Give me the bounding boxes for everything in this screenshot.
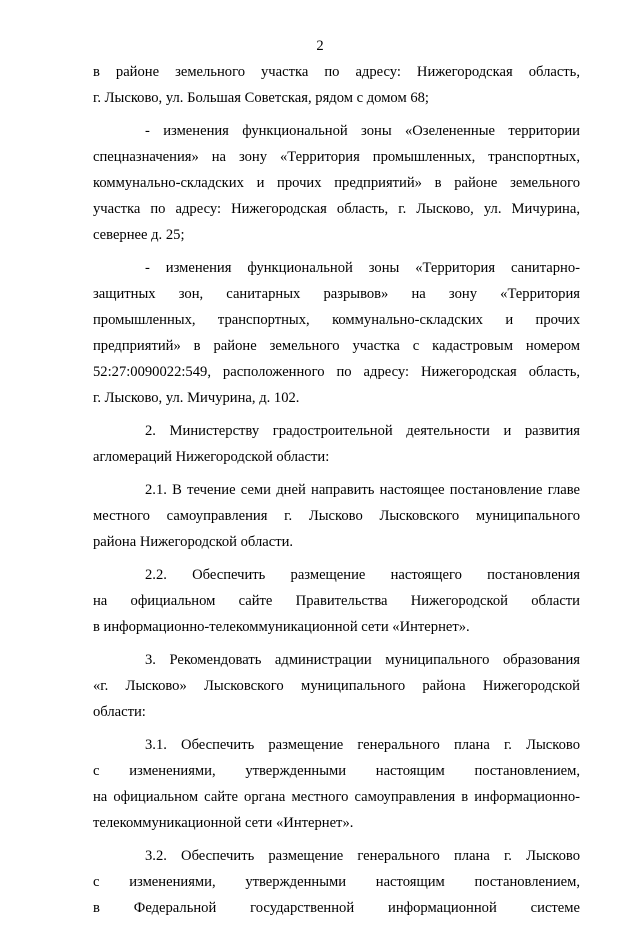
text-line: телекоммуникационной сети «Интернет».: [93, 815, 354, 831]
text-line: г. Лысково, ул. Мичурина, д. 102.: [93, 390, 300, 406]
paragraph: [93, 59, 580, 111]
paragraph: [93, 647, 580, 725]
text-line: местного самоуправления г. Лысково Лысковского муниципального: [93, 508, 580, 524]
text-line: спецназначения» на зону «Территория промышленных, транспортных,: [93, 149, 580, 165]
text-line: в районе земельного участка по адресу: Нижегородская область,: [93, 64, 580, 80]
text-line: 3.2. Обеспечить размещение генерального плана г. Лысково: [145, 848, 580, 864]
text-line: «г. Лысково» Лысковского муниципального района Нижегородской: [93, 678, 580, 694]
text-line: с изменениями, утвержденными настоящим постановлением,: [93, 874, 580, 890]
text-line: защитных зон, санитарных разрывов» на зону «Территория: [93, 286, 580, 302]
text-line: коммунально-складских и прочих предприятий» в районе земельного: [93, 175, 580, 191]
text-line: предприятий» в районе земельного участка с кадастровым номером: [93, 338, 580, 354]
paragraph: [93, 118, 580, 248]
text-line: 2.1. В течение семи дней направить настоящее постановление главе: [145, 482, 580, 498]
text-line: промышленных, транспортных, коммунально-складских и прочих: [93, 312, 580, 328]
paragraph: [93, 477, 580, 555]
text-line: 2. Министерству градостроительной деятельности и развития: [145, 423, 580, 439]
text-line: района Нижегородской области.: [93, 534, 294, 550]
text-line: 3.1. Обеспечить размещение генерального плана г. Лысково: [145, 737, 580, 753]
text-line: 3. Рекомендовать администрации муниципального образования: [145, 652, 580, 668]
text-line: - изменения функциональной зоны «Территория санитарно-: [145, 260, 580, 276]
text-line: на официальном сайте Правительства Нижегородской области: [93, 593, 580, 609]
paragraph: [93, 255, 580, 411]
text-line: на официальном сайте органа местного самоуправления в информационно-: [93, 789, 580, 805]
text-line: в Федеральной государственной информационной системе: [93, 900, 580, 916]
text-line: - изменения функциональной зоны «Озелененные территории: [145, 123, 580, 139]
text-line: 2.2. Обеспечить размещение настоящего постановления: [145, 567, 580, 583]
document-body: [93, 59, 580, 928]
text-line: севернее д. 25;: [93, 227, 185, 243]
text-line: области:: [93, 704, 146, 720]
text-line: 52:27:0090022:549, расположенного по адресу: Нижегородская область,: [93, 364, 580, 380]
paragraph: [93, 732, 580, 836]
paragraph: [93, 843, 580, 921]
text-line: в информационно-телекоммуникационной сети «Интернет».: [93, 619, 470, 635]
text-line: г. Лысково, ул. Большая Советская, рядом с домом 68;: [93, 90, 429, 106]
text-line: с изменениями, утвержденными настоящим постановлением,: [93, 763, 580, 779]
paragraph: [93, 562, 580, 640]
page-number: 2: [316, 38, 324, 54]
text-line: агломераций Нижегородской области:: [93, 449, 330, 465]
paragraph: [93, 418, 580, 470]
text-line: участка по адресу: Нижегородская область, г. Лысково, ул. Мичурина,: [93, 201, 580, 217]
